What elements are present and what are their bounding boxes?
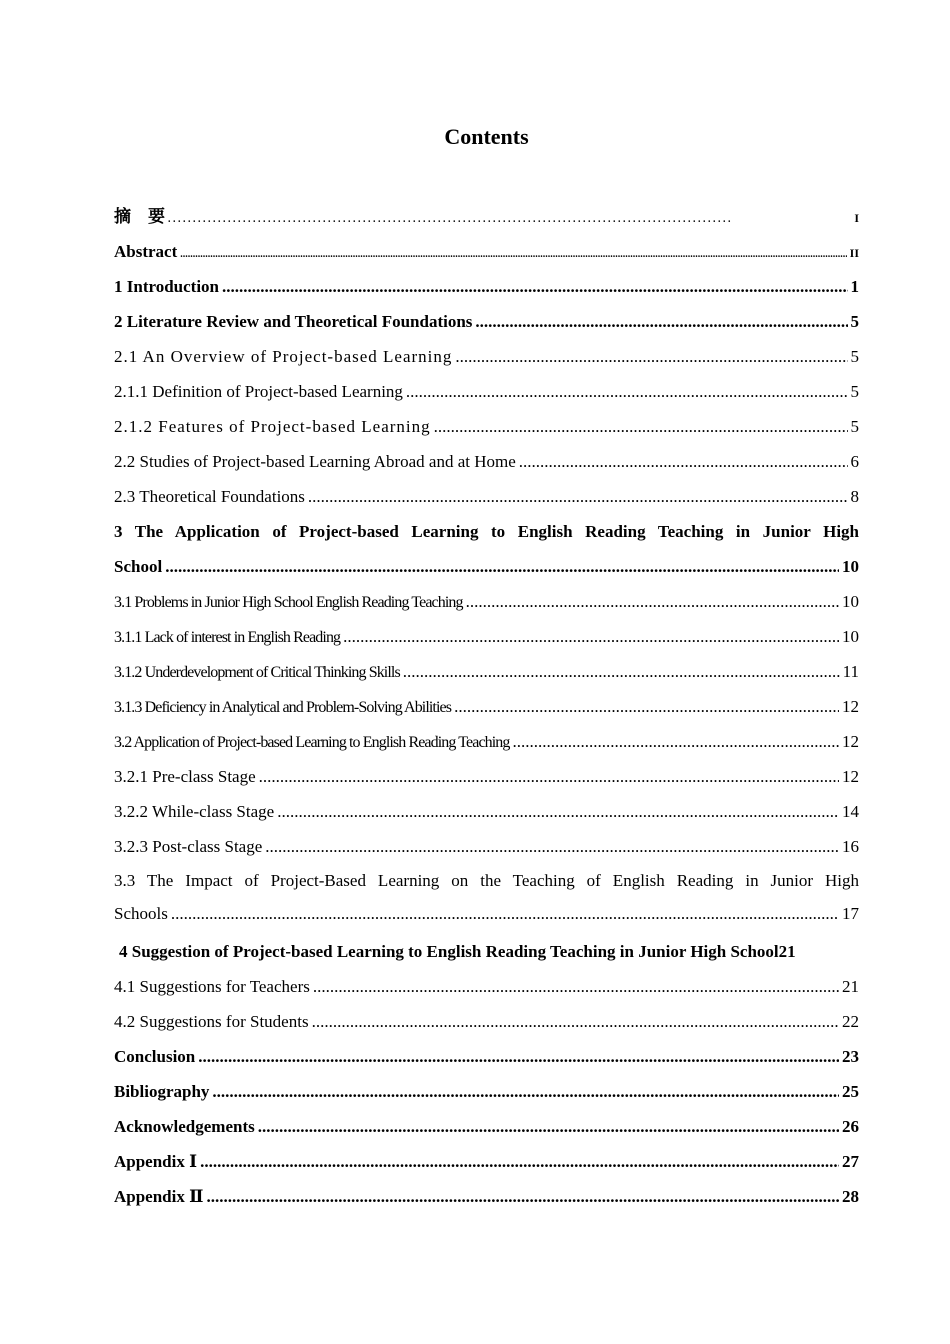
toc-page-number: 10 [842, 592, 859, 611]
toc-label: 2.3 Theoretical Foundations [114, 487, 305, 506]
toc-page-number: 1 [850, 277, 859, 296]
toc-page-number: 12 [842, 697, 859, 716]
toc-label: 2 Literature Review and Theoretical Foundations [114, 312, 473, 331]
toc-page-number: 26 [842, 1117, 859, 1136]
toc-page-number: 16 [842, 837, 859, 856]
toc-page-number: 22 [842, 1012, 859, 1031]
toc-entry-chapter-3-line1[interactable]: 3 The Application of Project-based Learning to English Reading Teaching in Junior High [114, 522, 859, 541]
toc-entry-4-1[interactable] [114, 969, 859, 1004]
toc-page-number: 11 [842, 662, 859, 681]
toc-page-number: II [849, 246, 859, 260]
leader-dots [434, 409, 848, 444]
toc-page-number: 17 [842, 904, 859, 923]
leader-dots [406, 374, 848, 409]
toc-page-number: 27 [842, 1152, 859, 1171]
toc-label: Bibliography [114, 1082, 210, 1101]
toc-page-number: 14 [842, 802, 859, 821]
leader-dots [258, 1109, 839, 1144]
toc-entry-3-2-3[interactable] [114, 829, 859, 864]
toc-label: Appendix Ⅱ [114, 1187, 204, 1206]
leader-dots [519, 444, 848, 479]
toc-entry-conclusion[interactable] [114, 1039, 859, 1074]
toc-page-number: 28 [842, 1187, 859, 1206]
toc-page-number: 10 [842, 627, 859, 646]
toc-page-number: 8 [850, 487, 859, 506]
leader-dots [513, 724, 840, 759]
toc-label: Appendix Ⅰ [114, 1152, 198, 1171]
toc-page-number: 10 [842, 557, 859, 576]
toc-label: Schools [114, 904, 168, 923]
toc-label: 2.1.2 Features of Project-based Learning [114, 417, 431, 436]
toc-label: 3.1 Problems in Junior High School English Reading Teaching [114, 594, 463, 611]
page-title: Contents [444, 124, 529, 149]
toc-entry-literature-review[interactable] [114, 304, 859, 339]
toc-page-number: 5 [850, 312, 859, 331]
toc-entry-3-2-2[interactable] [114, 794, 859, 829]
toc-label: 4.1 Suggestions for Teachers [114, 977, 310, 996]
leader-dots [455, 339, 847, 374]
toc-entry-abstract-cn[interactable] [114, 199, 859, 234]
toc-label: 摘 要 [114, 207, 165, 226]
leader-dots [222, 269, 847, 304]
leader-dots [312, 1004, 839, 1039]
leader-dots [206, 1179, 839, 1214]
toc-entry-chapter-3[interactable] [114, 549, 859, 584]
toc-entry-abstract[interactable] [114, 234, 859, 269]
toc-entry-appendix-2[interactable] [114, 1179, 859, 1214]
toc-entry-3-2-1[interactable] [114, 759, 859, 794]
toc-entry-3-1[interactable] [114, 584, 859, 619]
toc-entry-introduction[interactable] [114, 269, 859, 304]
toc-entry-3-3-line1[interactable]: 3.3 The Impact of Project-Based Learning on the Teaching of English Reading in Junior High [114, 871, 859, 890]
leader-dots [165, 549, 839, 584]
toc-label: 2.2 Studies of Project-based Learning Abroad and at Home [114, 452, 516, 471]
leader-dots [259, 759, 839, 794]
toc-entry-2-1-2[interactable] [114, 409, 859, 444]
toc-label: Conclusion [114, 1047, 196, 1066]
leader-dots [212, 1074, 839, 1109]
toc-label: 3.1.2 Underdevelopment of Critical Thinking Skills [114, 664, 400, 681]
leader-dots [466, 584, 839, 619]
leader-dots [171, 897, 839, 930]
toc-label: 3.2.2 While-class Stage [114, 802, 275, 821]
toc-page-number: 5 [850, 382, 859, 401]
leader-dots [403, 654, 840, 689]
toc-entry-3-2[interactable] [114, 724, 859, 759]
toc-page-number: 25 [842, 1082, 859, 1101]
toc-label: 1 Introduction [114, 277, 220, 296]
leader-dots [308, 479, 848, 514]
toc-entry-2-1[interactable] [114, 339, 859, 374]
leader-dots [313, 969, 839, 1004]
leader-dots [475, 304, 847, 339]
toc-label: 4.2 Suggestions for Students [114, 1012, 309, 1031]
toc-entry-chapter-4[interactable]: 4 Suggestion of Project-based Learning to English Reading Teaching in Junior High School21 [119, 942, 796, 961]
leader-dots [200, 1144, 839, 1179]
toc-label: 2.1 An Overview of Project-based Learning [114, 347, 453, 366]
toc-page-number: 23 [842, 1047, 859, 1066]
leader-dots [277, 794, 839, 829]
toc-entry-3-1-1[interactable] [114, 619, 859, 654]
toc-label: 3.2.3 Post-class Stage [114, 837, 263, 856]
leader-dots [180, 237, 846, 272]
toc-label: 2.1.1 Definition of Project-based Learning [114, 382, 403, 401]
toc-label: Acknowledgements [114, 1117, 255, 1136]
toc-label: Abstract [114, 242, 178, 261]
toc-entry-3-1-2[interactable] [114, 654, 859, 689]
toc-page-number: 5 [850, 417, 859, 436]
toc-entry-2-3[interactable] [114, 479, 859, 514]
toc-label: 3.2.1 Pre-class Stage [114, 767, 256, 786]
toc-entry-3-1-3[interactable] [114, 689, 859, 724]
toc-entry-4-2[interactable] [114, 1004, 859, 1039]
toc-entry-bibliography[interactable] [114, 1074, 859, 1109]
toc-label: School [114, 557, 163, 576]
toc-page-number: 12 [842, 732, 859, 751]
toc-entry-2-1-1[interactable] [114, 374, 859, 409]
toc-label: 3.1.1 Lack of interest in English Reading [114, 629, 341, 646]
leader-dots [168, 202, 851, 237]
leader-dots [265, 829, 839, 864]
toc-entry-2-2[interactable] [114, 444, 859, 479]
table-of-contents [114, 199, 859, 1214]
toc-page-number: 5 [850, 347, 859, 366]
toc-entry-appendix-1[interactable] [114, 1144, 859, 1179]
toc-page-number: 6 [850, 452, 859, 471]
toc-page-number: 12 [842, 767, 859, 786]
toc-label: 3.2 Application of Project-based Learning to English Reading Teaching [114, 734, 510, 751]
toc-entry-3-3[interactable] [114, 897, 859, 930]
toc-page-number: 21 [842, 977, 859, 996]
leader-dots [454, 689, 839, 724]
toc-label: 3.1.3 Deficiency in Analytical and Problem-Solving Abilities [114, 699, 452, 716]
toc-page-number: I [854, 211, 859, 225]
toc-entry-acknowledgements[interactable] [114, 1109, 859, 1144]
leader-dots [343, 619, 839, 654]
leader-dots [198, 1039, 839, 1074]
